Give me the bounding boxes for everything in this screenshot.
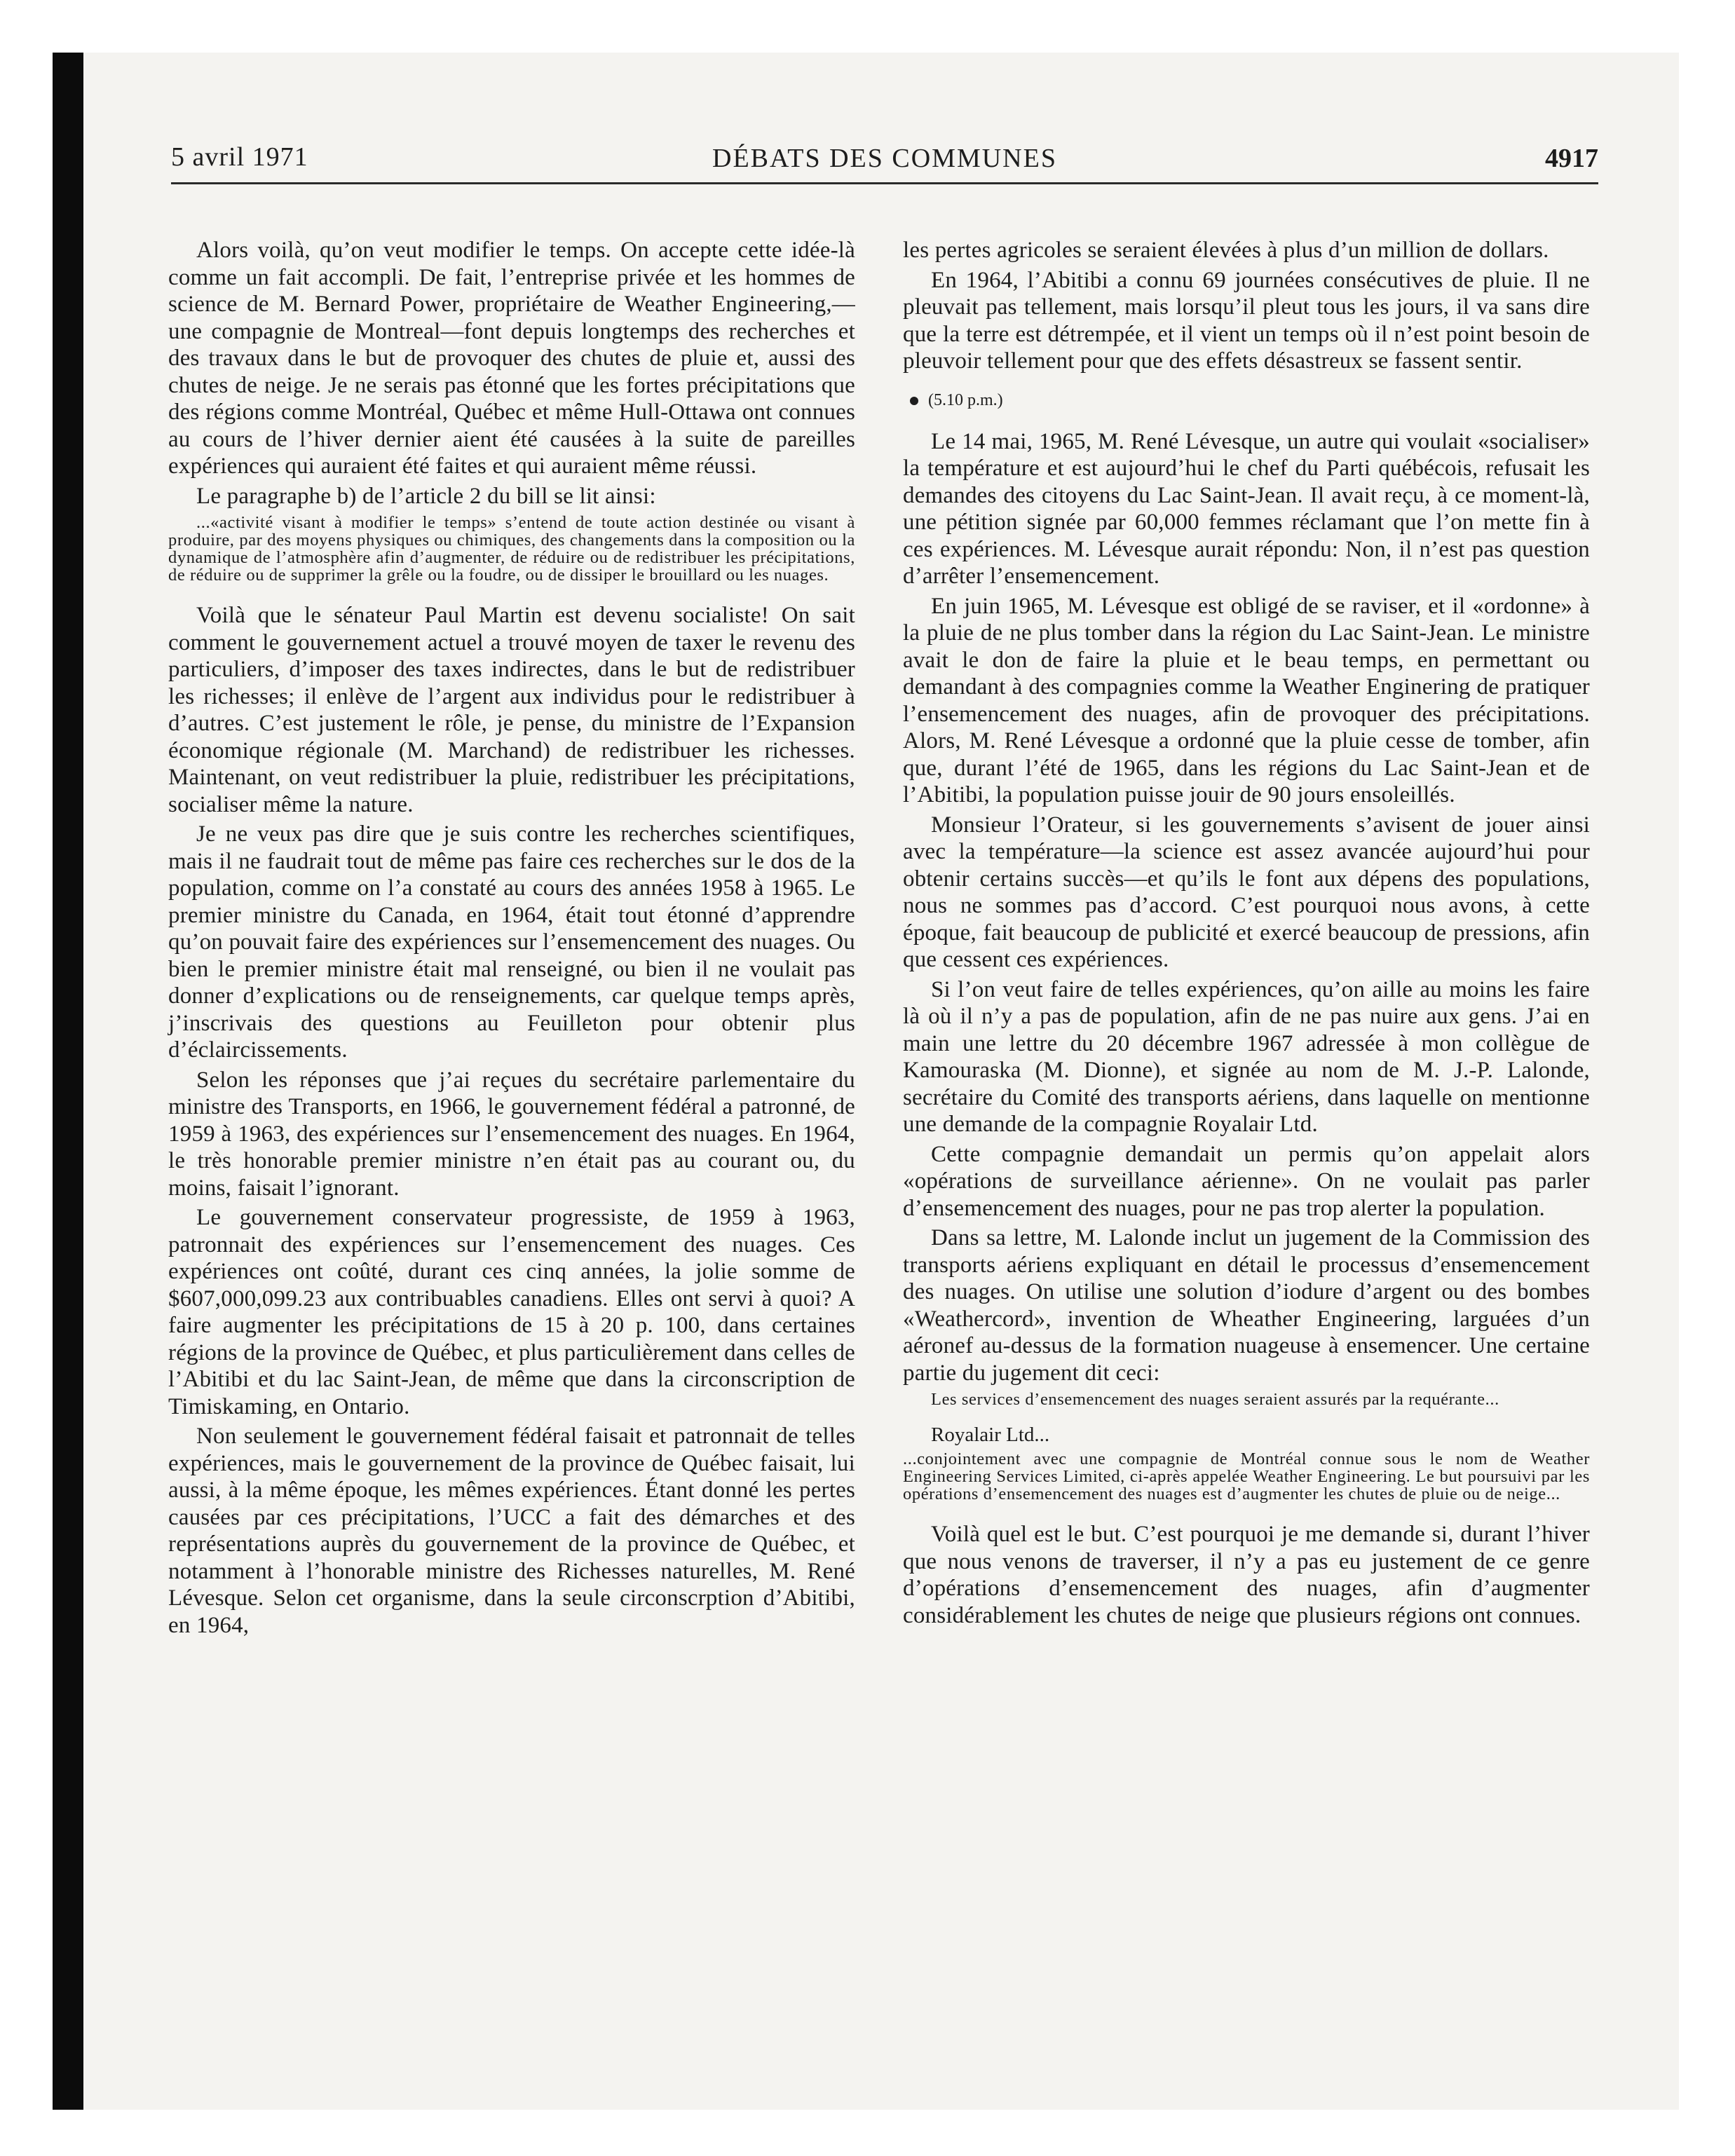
scan-border	[53, 53, 83, 2110]
paragraph: Dans sa lettre, M. Lalonde inclut un jugement de la Commission des transports aériens expliquant en détail le processus d’ensemencement des nuages. On utilise une solution d’iodure d’argent ou des bombes «Weathercord», invention de Wheather Engineering, larguées d’un aéronef au-dessus de la formation nuageuse à ensemencer. Une certaine partie du jugement dit ceci:	[903, 1225, 1590, 1386]
time-marker-text: (5.10 p.m.)	[928, 390, 1003, 409]
paragraph: Le paragraphe b) de l’article 2 du bill se lit ainsi:	[196, 483, 656, 509]
paragraph: En 1964, l’Abitibi a connu 69 journées consécutives de pluie. Il ne pleuvait pas tellement, mais lorsqu’il pleut tous les jours, il va sans dire que la terre est détrempée, et il vient un temps où il n’est point besoin de pleuvoir tellement pour que des effets désastreux se fassent sentir.	[903, 267, 1590, 374]
bullet-icon	[910, 397, 918, 405]
paragraph: Non seulement le gouvernement fédéral faisait et patronnait de telles expériences, mais le gouvernement de la province de Québec faisait, lui aussi, à la même époque, les mêmes expériences. Étant donné les pertes causées par ces précipitations, l’UCC a fait des démarches et des représentations auprès du gouvernement de la province de Québec, et notamment à l’honorable ministre des Richesses naturelles, M. René Lévesque. Selon cet organisme, dans la seule circonscrption d’Abitibi, en 1964,	[168, 1424, 855, 1638]
bill-quotation: ...«activité visant à modifier le temps» s’entend de toute action destinée ou visant à produire, par des moyens physiques ou chimiques, des changements dans la composition ou la dynamique de l’atmosphère afin d’augmenter, de réduire ou de redistribuer les précipitations, de réduire ou de supprimer la grêle ou la foudre, ou de dissiper le brouillard ou les nuages.	[168, 513, 855, 585]
paragraph: Le gouvernement conservateur progressiste, de 1959 à 1963, patronnait des expériences sur l’ensemencement des nuages. Ces expériences ont coûté, durant ces cinq années, la jolie somme de $607,000,099.23 aux contribuables canadiens. Elles ont servi à quoi? A faire augmenter les précipitations de 15 à 20 p. 100, dans certaines régions de la province de Québec, et plus particulièrement dans celles de l’Abitibi et du lac Saint-Jean, de même que dans la circonscription de Timiskaming, en Ontario.	[168, 1205, 855, 1419]
page-header	[171, 140, 1598, 184]
paragraph: En juin 1965, M. Lévesque est obligé de se raviser, et il «ordonne» à la pluie de ne plus tomber dans la région du Lac Saint-Jean. Le ministre avait le don de faire la pluie et le beau temps, en permettant ou demandant à des compagnies comme la Weather Enginering de pratiquer l’ensemencement des nuages, afin de provoquer des précipitations. Alors, M. René Lévesque a ordonné que la pluie cesse de tomber, afin que, durant l’été de 1965, dans les régions du Lac Saint-Jean et de l’Abitibi, la population puisse jouir de 90 jours ensoleillés.	[903, 593, 1590, 807]
paragraph: Voilà quel est le but. C’est pourquoi je me demande si, durant l’hiver que nous venons de traverser, il n’y a pas eu justement de ce genre d’opérations d’ensemencement des nuages, afin d’augmenter considérablement les chutes de neige que plusieurs régions ont connues.	[903, 1522, 1590, 1628]
paragraph: Cette compagnie demandait un permis qu’on appelait alors «opérations de surveillance aérienne». On ne voulait pas parler d’ensemencement des nuages, pour ne pas trop alerter la population.	[903, 1141, 1590, 1221]
header-title: DÉBATS DES COMMUNES	[712, 144, 1057, 173]
paragraph: Alors voilà, qu’on veut modifier le temps. On accepte cette idée-là comme un fait accompli. De fait, l’entreprise privée et les hommes de science de M. Bernard Power, propriétaire de Weather Engineering,—une compagnie de Montreal—font depuis longtemps des recherches et des travaux dans le but de provoquer des chutes de pluie et, aussi des chutes de neige. Je ne serais pas étonné que les fortes précipitations que des régions comme Montréal, Québec et même Hull-Ottawa ont connues au cours de l’hiver dernier aient été causées à la suite de pareilles expériences qui auraient été faites et qui auraient même réussi.	[168, 238, 855, 479]
paragraph: Je ne veux pas dire que je suis contre les recherches scientifiques, mais il ne faudrait tout de même pas faire ces recherches sur le dos de la population, comme on l’a constaté au cours des années 1958 à 1965. Le premier ministre du Canada, en 1964, était tout étonné d’apprendre qu’on pouvait faire des expériences sur l’ensemencement des nuages. Ou bien le premier ministre était mal renseigné, ou bien il ne voulait pas donner d’explications ou de renseignements, car quelque temps après, j’inscrivais des questions au Feuilleton pour obtenir plus d’éclaircissements.	[168, 821, 855, 1063]
paragraph: Le 14 mai, 1965, M. René Lévesque, un autre qui voulait «socialiser» la température et est aujourd’hui le chef du Parti québécois, refusait les demandes des citoyens du Lac Saint-Jean. Il avait reçu, à ce moment-là, une pétition signée par 60,000 femmes réclamant que l’on mette fin à ces expériences. M. Lévesque aurait répondu: Non, il n’est pas question d’arrêter l’ensemencement.	[903, 428, 1590, 589]
paragraph: Si l’on veut faire de telles expériences, qu’on aille au moins les faire là où il n’y a pas de population, afin de ne pas nuire aux gens. J’ai en main une lettre du 20 décembre 1967 adressée à mon collègue de Kamouraska (M. Dionne), et signée au nom de M. J.-P. Lalonde, secrétaire du Comité des transports aériens, dans laquelle on mentionne une demande de la compagnie Royalair Ltd.	[903, 976, 1590, 1137]
judgment-quotation: Les services d’ensemencement des nuages seraient assurés par la requérante...	[931, 1390, 1499, 1409]
page-number: 4917	[1545, 144, 1598, 173]
paragraph: Voilà que le sénateur Paul Martin est devenu socialiste! On sait comment le gouvernement actuel a trouvé moyen de taxer le revenu des particuliers, d’imposer des taxes indirectes, dans le but de redistribuer les richesses; il enlève de l’argent aux individus pour le redistribuer à d’autres. C’est justement le rôle, je pense, du ministre de l’Expansion économique régionale (M. Marchand) de redistribuer les richesses. Maintenant, on veut redistribuer la pluie, redistribuer les précipitations, socialiser même la nature.	[168, 603, 855, 817]
left-column	[168, 237, 855, 1639]
header-date: 5 avril 1971	[171, 142, 308, 172]
paragraph: Selon les réponses que j’ai reçues du secrétaire parlementaire du ministre des Transports, en 1966, le gouvernement fédéral a patronné, de 1959 à 1963, des expériences sur l’ensemencement des nuages. En 1964, le très honorable premier ministre n’en était pas au courant ou, du moins, faisait l’ignorant.	[168, 1067, 855, 1201]
time-marker	[910, 390, 1590, 410]
paragraph: Monsieur l’Orateur, si les gouvernements s’avisent de jouer ainsi avec la température—la science est assez avancée aujourd’hui pour obtenir certains succès—et qu’ils le font aux dépens des populations, nous ne sommes pas d’accord. C’est pourquoi nous avons, à cette époque, fait beaucoup de publicité et exercé beaucoup de pressions, afin que cessent ces expériences.	[903, 812, 1590, 972]
judgment-quotation: ...conjointement avec une compagnie de Montréal connue sous le nom de Weather Engineering Services Limited, ci-après appelée Weather Engineering. Le but poursuivi par les opérations d’ensemencement des nuages est d’augmenter les chutes de pluie ou de neige...	[903, 1449, 1590, 1503]
right-column	[903, 237, 1590, 1629]
quotation-heading: Royalair Ltd...	[931, 1424, 1050, 1446]
paragraph: les pertes agricoles se seraient élevées à plus d’un million de dollars.	[903, 238, 1549, 263]
